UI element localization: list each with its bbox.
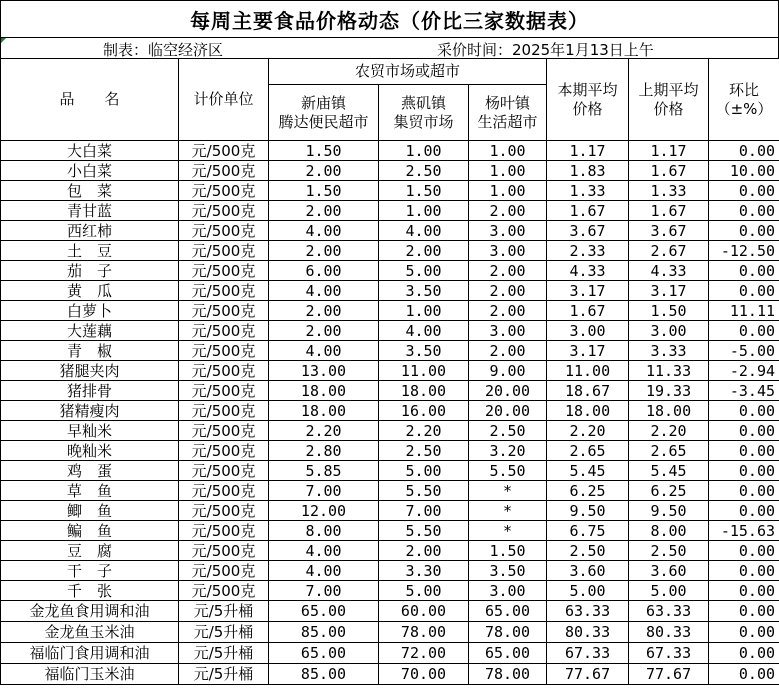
price-unit: 元/500克 [179, 401, 269, 421]
price-unit: 元/5升桶 [179, 622, 269, 643]
table-row [1, 561, 779, 581]
change-percent: 0.00 [709, 321, 779, 341]
previous-avg-price: 4.33 [629, 261, 709, 281]
previous-avg-price: 1.33 [629, 181, 709, 201]
item-name: 福临门食用调和油 [1, 643, 179, 664]
item-name: 小白菜 [1, 161, 179, 181]
price-unit: 元/500克 [179, 161, 269, 181]
store-2-price: 78.00 [379, 622, 469, 643]
table-row [1, 381, 779, 401]
item-name: 白萝卜 [1, 301, 179, 321]
store-2-price: 5.50 [379, 521, 469, 541]
store-2-price: 7.00 [379, 501, 469, 521]
price-unit: 元/500克 [179, 501, 269, 521]
item-name: 干 子 [1, 561, 179, 581]
table-row [1, 201, 779, 221]
previous-avg-price: 2.50 [629, 541, 709, 561]
page-title: 每周主要食品价格动态（价比三家数据表） [0, 0, 779, 38]
header-store-1 [269, 85, 379, 141]
previous-avg-price: 11.33 [629, 361, 709, 381]
price-unit: 元/500克 [179, 541, 269, 561]
current-avg-price: 3.00 [547, 321, 629, 341]
change-percent: 0.00 [709, 221, 779, 241]
store-2-price: 2.20 [379, 421, 469, 441]
change-percent: -12.50 [709, 241, 779, 261]
store-1-price: 18.00 [269, 401, 379, 421]
store-1-price: 2.00 [269, 241, 379, 261]
store-1-price: 1.50 [269, 141, 379, 161]
item-name: 青甘蓝 [1, 201, 179, 221]
item-name: 鲫 鱼 [1, 501, 179, 521]
change-percent: 0.00 [709, 501, 779, 521]
item-name: 鳊 鱼 [1, 521, 179, 541]
store-1-price: 4.00 [269, 341, 379, 361]
change-percent: 0.00 [709, 261, 779, 281]
table-row [1, 321, 779, 341]
store-3-price: 1.00 [469, 161, 547, 181]
store-1-price: 4.00 [269, 541, 379, 561]
current-avg-price: 63.33 [547, 601, 629, 622]
store-1-price: 4.00 [269, 221, 379, 241]
store-1-price: 65.00 [269, 601, 379, 622]
store-3-price: * [469, 481, 547, 501]
store-1-price: 2.00 [269, 321, 379, 341]
header-unit: 计价单位 [179, 59, 269, 141]
store-1-price: 18.00 [269, 381, 379, 401]
store-3-price: 2.00 [469, 281, 547, 301]
header-previous-line2: 价格 [653, 99, 684, 118]
item-name: 千 张 [1, 581, 179, 601]
store-3-price: 3.20 [469, 441, 547, 461]
store-2-price: 2.00 [379, 541, 469, 561]
store-3-price: 20.00 [469, 381, 547, 401]
price-unit: 元/500克 [179, 301, 269, 321]
price-unit: 元/5升桶 [179, 601, 269, 622]
store-2-price: 1.50 [379, 181, 469, 201]
header-current-line1: 本期平均 [557, 80, 618, 99]
table-row [1, 664, 779, 685]
store-1-price: 1.50 [269, 181, 379, 201]
store-3-price: 65.00 [469, 601, 547, 622]
table-row [1, 161, 779, 181]
store-2-price: 3.50 [379, 281, 469, 301]
change-percent: 0.00 [709, 664, 779, 685]
item-name: 大白菜 [1, 141, 179, 161]
store-3-price: 2.00 [469, 261, 547, 281]
header-store-2 [379, 85, 469, 141]
change-percent: 10.00 [709, 161, 779, 181]
previous-avg-price: 1.50 [629, 301, 709, 321]
price-unit: 元/5升桶 [179, 664, 269, 685]
current-avg-price: 3.17 [547, 341, 629, 361]
item-name: 鸡 蛋 [1, 461, 179, 481]
store-2-price: 5.00 [379, 581, 469, 601]
previous-avg-price: 1.67 [629, 161, 709, 181]
price-unit: 元/500克 [179, 361, 269, 381]
store-1-price: 7.00 [269, 481, 379, 501]
change-percent: 0.00 [709, 441, 779, 461]
header-item: 品 名 [1, 59, 179, 141]
store-1-price: 13.00 [269, 361, 379, 381]
store-1-price: 2.00 [269, 301, 379, 321]
header-current-line2: 价格 [572, 99, 603, 118]
previous-avg-price: 80.33 [629, 622, 709, 643]
store-2-price: 11.00 [379, 361, 469, 381]
store-2-price: 3.30 [379, 561, 469, 581]
previous-avg-price: 2.67 [629, 241, 709, 261]
header-previous-avg [629, 59, 709, 141]
previous-avg-price: 67.33 [629, 643, 709, 664]
header-store-1-line1: 新庙镇 [300, 93, 346, 112]
table-row [1, 261, 779, 281]
price-unit: 元/500克 [179, 561, 269, 581]
table-row [1, 421, 779, 441]
header-store-3-line2: 生活超市 [477, 112, 538, 131]
item-name: 黄 瓜 [1, 281, 179, 301]
table-row [1, 581, 779, 601]
header-current-avg [547, 59, 629, 141]
price-unit: 元/500克 [179, 581, 269, 601]
price-unit: 元/500克 [179, 321, 269, 341]
store-3-price: 3.00 [469, 221, 547, 241]
current-avg-price: 18.67 [547, 381, 629, 401]
table-row [1, 401, 779, 421]
store-2-price: 2.50 [379, 161, 469, 181]
change-percent: 0.00 [709, 401, 779, 421]
current-avg-price: 1.83 [547, 161, 629, 181]
previous-avg-price: 5.45 [629, 461, 709, 481]
previous-avg-price: 1.17 [629, 141, 709, 161]
store-3-price: 1.50 [469, 541, 547, 561]
item-name: 猪排骨 [1, 381, 179, 401]
table-row [1, 141, 779, 161]
store-2-price: 1.00 [379, 201, 469, 221]
previous-avg-price: 3.33 [629, 341, 709, 361]
previous-avg-price: 8.00 [629, 521, 709, 541]
change-percent: 0.00 [709, 141, 779, 161]
store-1-price: 65.00 [269, 643, 379, 664]
store-3-price: 9.00 [469, 361, 547, 381]
change-percent: 0.00 [709, 581, 779, 601]
previous-avg-price: 19.33 [629, 381, 709, 401]
current-avg-price: 1.67 [547, 201, 629, 221]
change-percent: 0.00 [709, 643, 779, 664]
header-market-group: 农贸市场或超市 [269, 59, 547, 85]
current-avg-price: 1.67 [547, 301, 629, 321]
item-name: 西红柿 [1, 221, 179, 241]
price-unit: 元/500克 [179, 241, 269, 261]
table-row [1, 301, 779, 321]
table-row [1, 281, 779, 301]
previous-avg-price: 77.67 [629, 664, 709, 685]
table-row [1, 241, 779, 261]
store-1-price: 4.00 [269, 561, 379, 581]
item-name: 猪腿夹肉 [1, 361, 179, 381]
current-avg-price: 5.00 [547, 581, 629, 601]
table-row [1, 441, 779, 461]
item-name: 早籼米 [1, 421, 179, 441]
table-row [1, 221, 779, 241]
header-store-3 [469, 85, 547, 141]
change-percent: -5.00 [709, 341, 779, 361]
store-1-price: 8.00 [269, 521, 379, 541]
table-row [1, 521, 779, 541]
change-percent: 0.00 [709, 181, 779, 201]
store-1-price: 6.00 [269, 261, 379, 281]
change-percent: 0.00 [709, 561, 779, 581]
current-avg-price: 2.20 [547, 421, 629, 441]
store-1-price: 12.00 [269, 501, 379, 521]
store-2-price: 3.50 [379, 341, 469, 361]
item-name: 晚籼米 [1, 441, 179, 461]
header-store-3-line1: 杨叶镇 [485, 93, 531, 112]
change-percent: -2.94 [709, 361, 779, 381]
store-3-price: 20.00 [469, 401, 547, 421]
store-3-price: 1.00 [469, 141, 547, 161]
current-avg-price: 9.50 [547, 501, 629, 521]
current-avg-price: 2.65 [547, 441, 629, 461]
store-3-price: 3.50 [469, 561, 547, 581]
store-1-price: 2.00 [269, 161, 379, 181]
store-2-price: 5.50 [379, 481, 469, 501]
change-percent: 0.00 [709, 281, 779, 301]
store-2-price: 2.00 [379, 241, 469, 261]
store-1-price: 5.85 [269, 461, 379, 481]
store-3-price: * [469, 521, 547, 541]
item-name: 猪精瘦肉 [1, 401, 179, 421]
store-1-price: 2.00 [269, 201, 379, 221]
header-store-2-line1: 燕矶镇 [400, 93, 446, 112]
previous-avg-price: 3.00 [629, 321, 709, 341]
header-change [709, 59, 779, 141]
item-name: 茄 子 [1, 261, 179, 281]
current-avg-price: 11.00 [547, 361, 629, 381]
current-avg-price: 80.33 [547, 622, 629, 643]
previous-avg-price: 5.00 [629, 581, 709, 601]
price-unit: 元/500克 [179, 281, 269, 301]
previous-avg-price: 2.20 [629, 421, 709, 441]
price-unit: 元/500克 [179, 221, 269, 241]
current-avg-price: 3.17 [547, 281, 629, 301]
price-unit: 元/500克 [179, 181, 269, 201]
change-percent: 0.00 [709, 622, 779, 643]
change-percent: 0.00 [709, 541, 779, 561]
store-3-price: 1.00 [469, 181, 547, 201]
price-table [0, 58, 779, 685]
previous-avg-price: 18.00 [629, 401, 709, 421]
store-2-price: 60.00 [379, 601, 469, 622]
store-2-price: 4.00 [379, 321, 469, 341]
item-name: 豆 腐 [1, 541, 179, 561]
current-avg-price: 3.67 [547, 221, 629, 241]
change-percent: 0.00 [709, 421, 779, 441]
table-row [1, 341, 779, 361]
header-change-line2: （±%） [715, 99, 773, 118]
maker-label: 制表：临空经济区 [103, 41, 224, 59]
price-unit: 元/5升桶 [179, 643, 269, 664]
store-3-price: 2.00 [469, 301, 547, 321]
previous-avg-price: 3.60 [629, 561, 709, 581]
previous-avg-price: 63.33 [629, 601, 709, 622]
price-unit: 元/500克 [179, 461, 269, 481]
store-2-price: 72.00 [379, 643, 469, 664]
previous-avg-price: 6.25 [629, 481, 709, 501]
price-unit: 元/500克 [179, 141, 269, 161]
store-2-price: 1.00 [379, 301, 469, 321]
store-2-price: 16.00 [379, 401, 469, 421]
store-2-price: 5.00 [379, 261, 469, 281]
store-3-price: 65.00 [469, 643, 547, 664]
table-row [1, 643, 779, 664]
change-percent: 0.00 [709, 201, 779, 221]
table-row [1, 501, 779, 521]
store-2-price: 5.00 [379, 461, 469, 481]
current-avg-price: 67.33 [547, 643, 629, 664]
current-avg-price: 2.50 [547, 541, 629, 561]
item-name: 金龙鱼玉米油 [1, 622, 179, 643]
current-avg-price: 1.17 [547, 141, 629, 161]
previous-avg-price: 1.67 [629, 201, 709, 221]
store-3-price: 78.00 [469, 664, 547, 685]
current-avg-price: 18.00 [547, 401, 629, 421]
previous-avg-price: 9.50 [629, 501, 709, 521]
store-1-price: 85.00 [269, 664, 379, 685]
current-avg-price: 1.33 [547, 181, 629, 201]
store-2-price: 2.50 [379, 441, 469, 461]
current-avg-price: 5.45 [547, 461, 629, 481]
change-percent: 0.00 [709, 601, 779, 622]
current-avg-price: 2.33 [547, 241, 629, 261]
price-unit: 元/500克 [179, 341, 269, 361]
store-3-price: 2.00 [469, 201, 547, 221]
item-name: 金龙鱼食用调和油 [1, 601, 179, 622]
store-3-price: * [469, 501, 547, 521]
table-row [1, 361, 779, 381]
header-store-1-line2: 腾达便民超市 [278, 112, 369, 131]
store-3-price: 3.00 [469, 581, 547, 601]
store-1-price: 7.00 [269, 581, 379, 601]
store-3-price: 3.00 [469, 321, 547, 341]
price-unit: 元/500克 [179, 521, 269, 541]
change-percent: 11.11 [709, 301, 779, 321]
store-1-price: 4.00 [269, 281, 379, 301]
change-percent: 0.00 [709, 461, 779, 481]
collection-date: 采价时间：2025年1月13日上午 [437, 41, 654, 59]
item-name: 包 菜 [1, 181, 179, 201]
item-name: 大莲藕 [1, 321, 179, 341]
table-row [1, 541, 779, 561]
store-2-price: 70.00 [379, 664, 469, 685]
current-avg-price: 4.33 [547, 261, 629, 281]
price-unit: 元/500克 [179, 481, 269, 501]
store-1-price: 2.80 [269, 441, 379, 461]
store-2-price: 4.00 [379, 221, 469, 241]
header-previous-line1: 上期平均 [638, 80, 699, 99]
table-row [1, 622, 779, 643]
item-name: 草 鱼 [1, 481, 179, 501]
change-percent: 0.00 [709, 481, 779, 501]
current-avg-price: 6.75 [547, 521, 629, 541]
change-percent: -15.63 [709, 521, 779, 541]
previous-avg-price: 2.65 [629, 441, 709, 461]
price-unit: 元/500克 [179, 381, 269, 401]
store-3-price: 5.50 [469, 461, 547, 481]
price-unit: 元/500克 [179, 201, 269, 221]
item-name: 福临门玉米油 [1, 664, 179, 685]
price-unit: 元/500克 [179, 421, 269, 441]
store-2-price: 1.00 [379, 141, 469, 161]
previous-avg-price: 3.67 [629, 221, 709, 241]
header-store-2-line2: 集贸市场 [393, 112, 454, 131]
table-row [1, 601, 779, 622]
item-name: 土 豆 [1, 241, 179, 261]
current-avg-price: 3.60 [547, 561, 629, 581]
current-avg-price: 77.67 [547, 664, 629, 685]
table-row [1, 461, 779, 481]
sheet-meta [0, 37, 779, 59]
store-1-price: 85.00 [269, 622, 379, 643]
change-percent: -3.45 [709, 381, 779, 401]
price-unit: 元/500克 [179, 441, 269, 461]
current-avg-price: 6.25 [547, 481, 629, 501]
table-row [1, 181, 779, 201]
price-unit: 元/500克 [179, 261, 269, 281]
header-change-line1: 环比 [729, 80, 760, 99]
price-rows [1, 141, 779, 685]
table-row [1, 481, 779, 501]
store-3-price: 2.00 [469, 341, 547, 361]
item-name: 青 椒 [1, 341, 179, 361]
store-3-price: 78.00 [469, 622, 547, 643]
store-1-price: 2.20 [269, 421, 379, 441]
previous-avg-price: 3.17 [629, 281, 709, 301]
store-2-price: 18.00 [379, 381, 469, 401]
store-3-price: 2.50 [469, 421, 547, 441]
store-3-price: 3.00 [469, 241, 547, 261]
